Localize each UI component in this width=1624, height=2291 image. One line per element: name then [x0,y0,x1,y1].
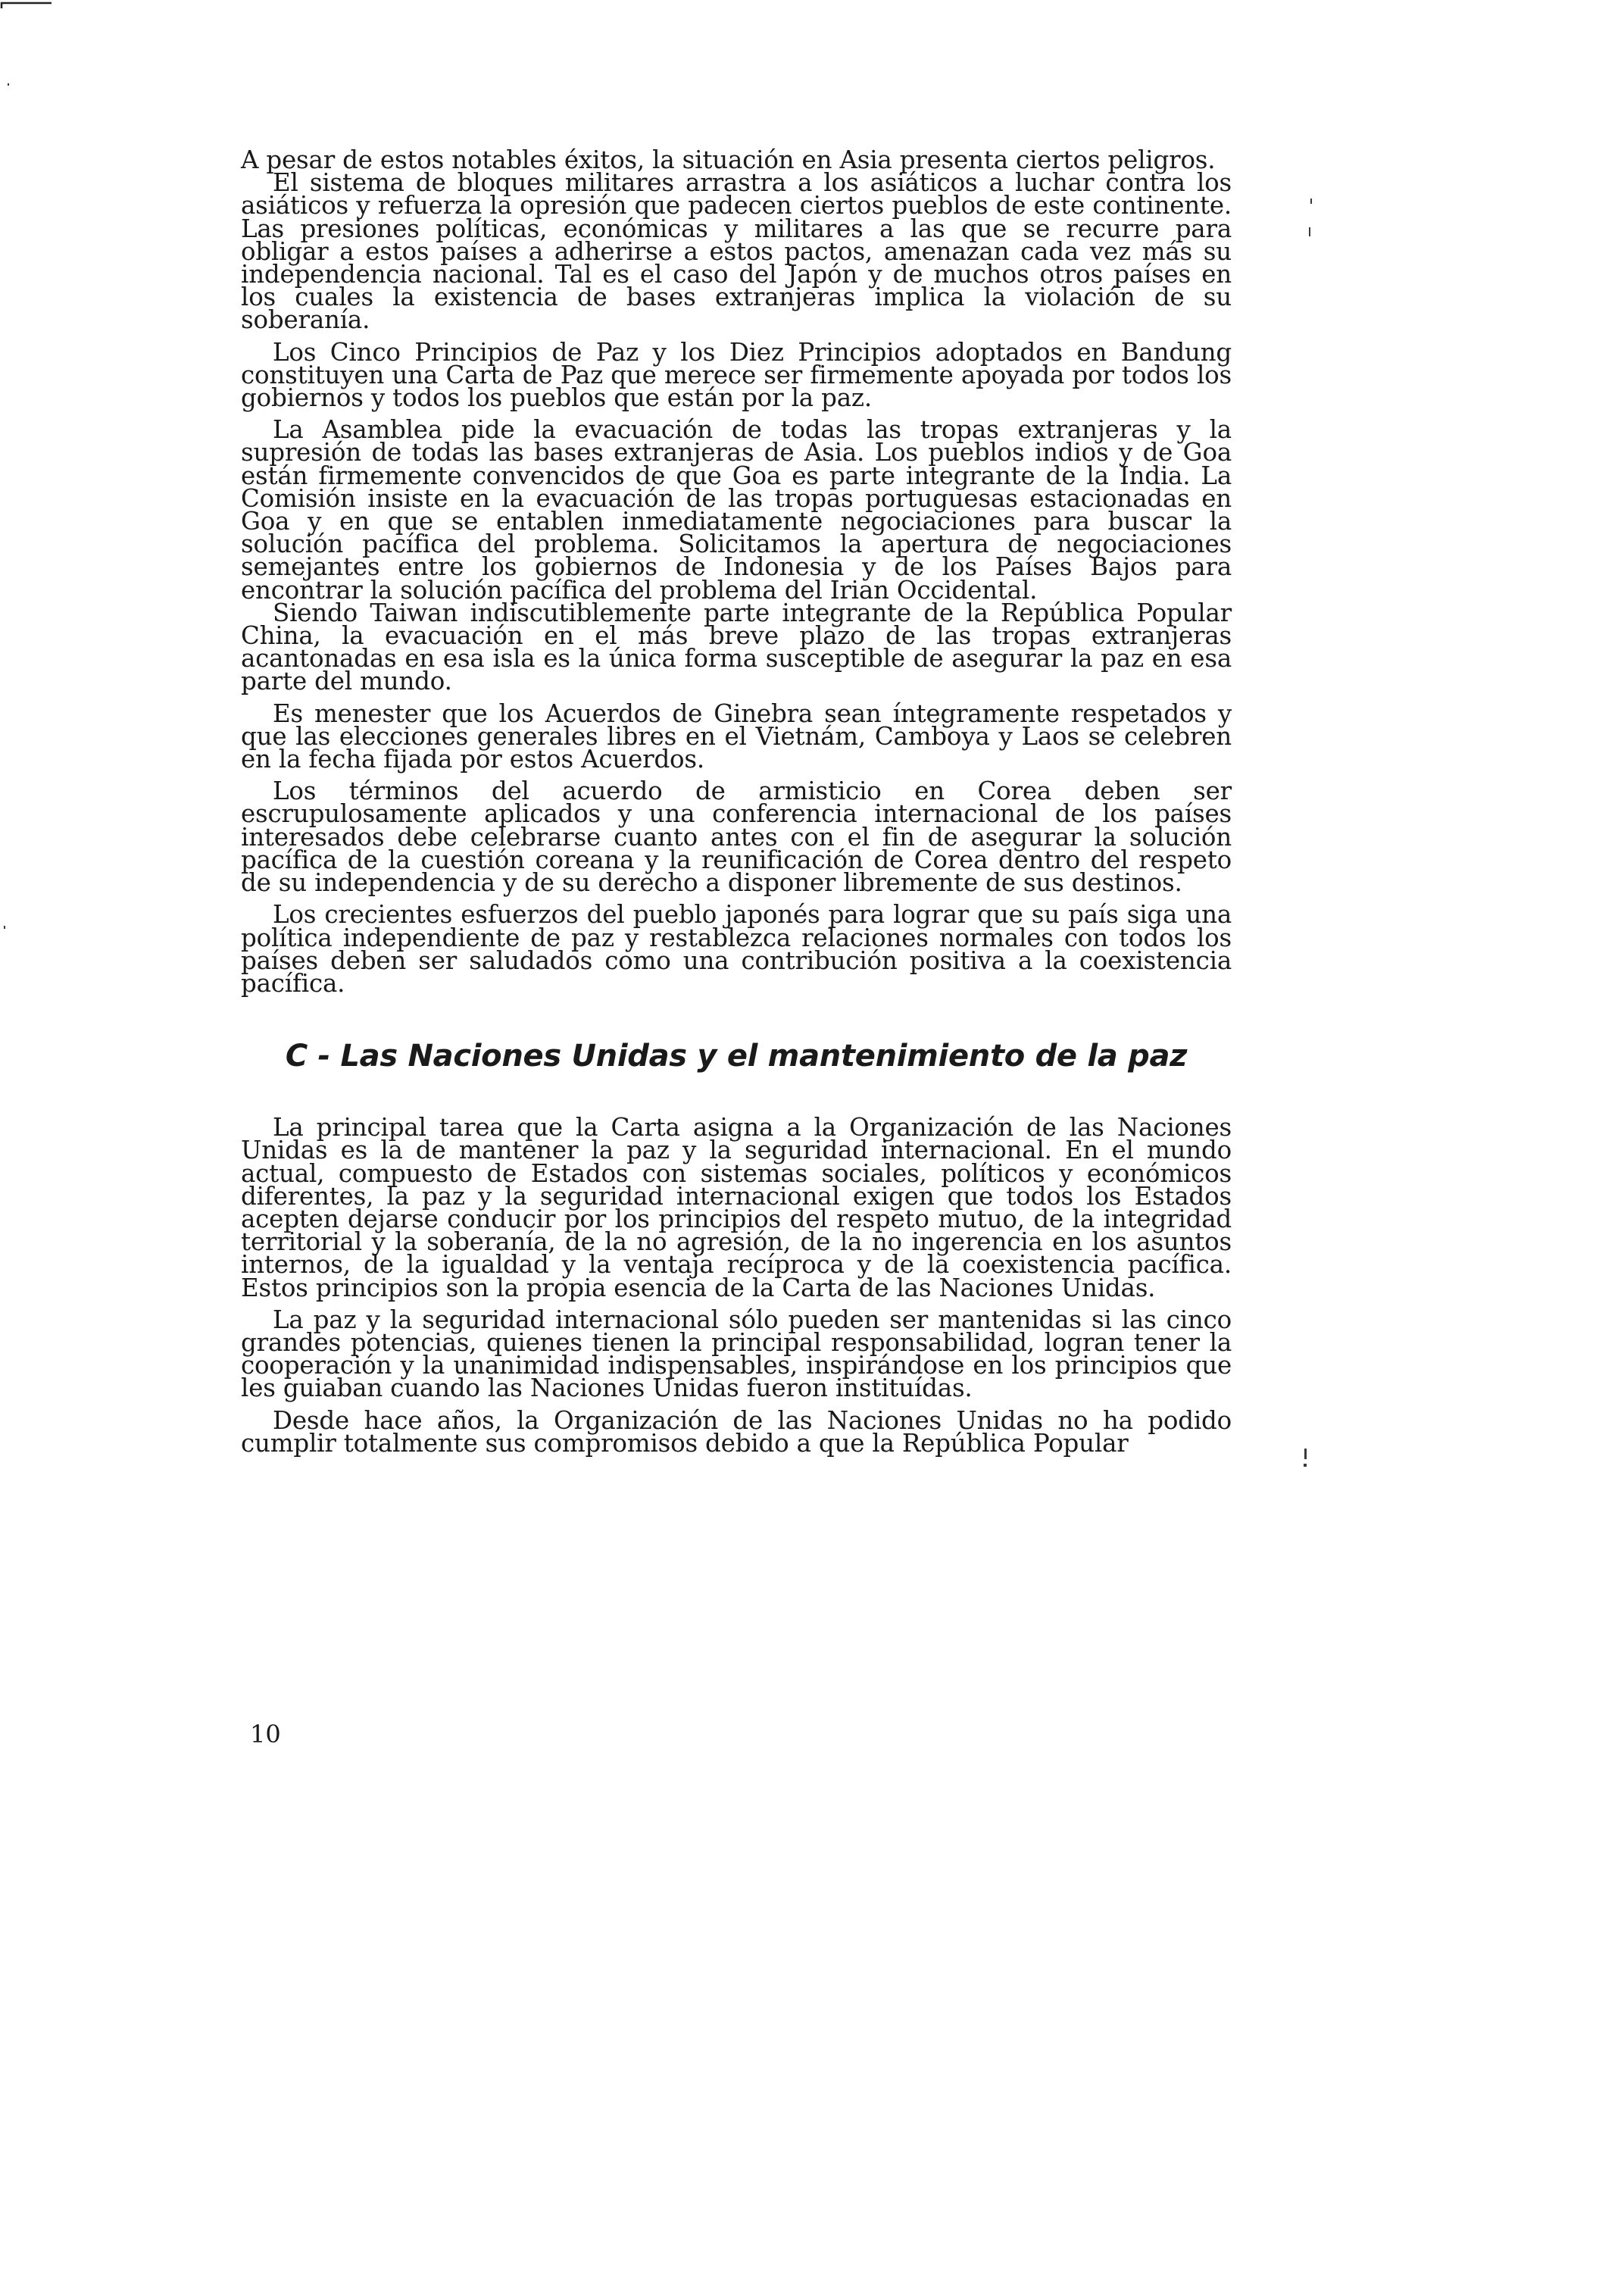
document-page [241,145,1232,1458]
section-united-nations [241,1113,1232,1458]
scan-speck [4,926,5,929]
section-asia [241,145,1232,998]
section-heading: C - Las Naciones Unidas y el mantenimiento de la paz [285,1039,1188,1074]
scan-speck [1304,1464,1307,1467]
paragraph: Desde hace años, la Organización de las Naciones Unidas no ha podido cumplir totalmente sus compromisos debido a que la República Popular [241,1405,1232,1458]
paragraph: El sistema de bloques militares arrastra a los asiáticos a luchar contra los asiáticos y refuerza la opresión que padecen ciertos pueblos de este continente. Las presiones políticas, económicas y militares a las que se recurre para obligar a estos países a adherirse a estos pactos, amenazan cada vez más su independencia nacional. Tal es el caso del Japón y de muchos otros países en los cuales la existencia de bases extranjeras implica la violación de su soberanía. [241,168,1232,335]
paragraph: La principal tarea que la Carta asigna a la Organización de las Naciones Unidas es la de mantener la paz y la seguridad internacional. En el mundo actual, compuesto de Estados con sistemas sociales, políticos y económicos diferentes, la paz y la seguridad internacional exigen que todos los Estados acepten dejarse conducir por los principios del respeto mutuo, de la integridad territorial y la soberanía, de la no agresión, de la no ingerencia en los asuntos internos, de la igualdad y la ventaja recíproca y de la coexistencia pacífica. Estos principios son la propia esencia de la Carta de las Naciones Unidas. [241,1113,1232,1302]
paragraph: Los Cinco Principios de Paz y los Diez Principios adoptados en Bandung constituyen una Carta de Paz que merece ser firmemente apoyada por todos los gobiernos y todos los pueblos que están por la paz. [241,337,1232,413]
scan-speck [1304,1449,1307,1459]
paragraph: La paz y la seguridad internacional sólo pueden ser mantenidas si las cinco grandes potencias, quienes tienen la principal responsabilidad, logran tener la cooperación y la unanimidad indispensables, inspirándose en los principios que les guiaban cuando las Naciones Unidas fueron instituídas. [241,1305,1232,1403]
paragraph: A pesar de estos notables éxitos, la situación en Asia presenta ciertos peligros. [241,145,1216,174]
scan-speck [8,83,9,86]
paragraph: Los crecientes esfuerzos del pueblo japonés para lograr que su país siga una política independiente de paz y restablezca relaciones normales con todos los países deben ser saludados como una contribución positiva a la coexistencia pacífica. [241,900,1232,998]
paragraph: Los términos del acuerdo de armisticio en Corea deben ser escrupulosamente aplicados y una conferencia internacional de los países interesados debe celebrarse cuanto antes con el fin de asegurar la solución pacífica de la cuestión coreana y la reunificación de Corea dentro del respeto de su independencia y de su derecho a disponer libremente de sus destinos. [241,777,1232,898]
scan-edge-mark [0,2,53,9]
scan-speck [1310,198,1312,204]
paragraph: La Asamblea pide la evacuación de todas las tropas extranjeras y la supresión de todas las bases extranjeras de Asia. Los pueblos indios y de Goa están firmemente convencidos de que Goa es parte integrante de la India. La Comisión insiste en la evacuación de las tropas portuguesas estacionadas en Goa y en que se entablen inmediatamente negociaciones para buscar la solución pacífica del problema. Solicitamos la apertura de negociaciones semejantes entre los gobiernos de Indonesia y de los Países Bajos para encontrar la solución pacífica del problema del Irian Occidental. [241,415,1232,605]
paragraph: Es menester que los Acuerdos de Ginebra sean íntegramente respetados y que las elecciones generales libres en el Vietnám, Camboya y Laos se celebren en la fecha fijada por estos Acuerdos. [241,699,1232,774]
paragraph: Siendo Taiwan indiscutiblemente parte integrante de la República Popular China, la evacuación en el más breve plazo de las tropas extranjeras acantonadas en esa isla es la única forma susceptible de asegurar la paz en esa parte del mundo. [241,598,1232,696]
page-number: 10 [250,1720,281,1749]
scan-speck [1309,227,1310,236]
